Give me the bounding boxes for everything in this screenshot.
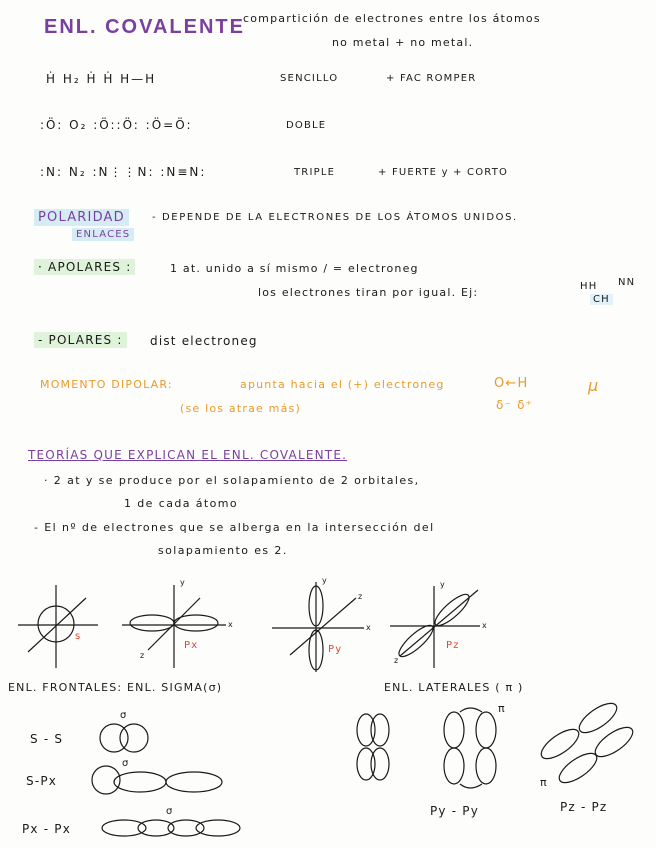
dipole-arrow: O←H	[494, 376, 529, 391]
triple-bond-lewis: :N: N₂ :N⋮⋮N: :N≡N:	[40, 165, 207, 179]
triple-bond-note: + FUERTE y + CORTO	[378, 167, 509, 178]
apolares-line-2: los electrones tiran por igual. Ej:	[258, 286, 479, 299]
theories-bullet1-line2: 1 de cada átomo	[124, 497, 238, 510]
double-bond-lewis: :Ö: O₂ :Ö::Ö: :Ö=Ö:	[40, 118, 193, 132]
single-bond-lewis: Ḣ H₂ Ḣ Ḣ H—H	[46, 72, 157, 86]
page-title: ENL. COVALENTE	[44, 16, 245, 38]
py-axis-x: x	[366, 623, 372, 632]
pz-orbital-diagram	[390, 586, 480, 668]
frontal-heading: ENL. FRONTALES: ENL. SIGMA(σ)	[8, 681, 223, 694]
triple-bond-type: TRIPLE	[294, 167, 336, 178]
polarity-heading-text: POLARIDAD	[34, 209, 129, 226]
py-axis-z: z	[358, 592, 364, 601]
polarity-text: - DEPENDE DE LA ELECTRONES DE LOS ÁTOMOS UNIDOS.	[152, 212, 518, 223]
single-bond-note: + FAC ROMPER	[386, 73, 477, 84]
px-orbital-label: Px	[184, 640, 199, 651]
px-axis-z: z	[140, 651, 146, 660]
dipole-label: MOMENTO DIPOLAR:	[40, 378, 173, 391]
polarity-subheading-text: ENLACES	[72, 228, 134, 241]
s-orbital-label: s	[75, 631, 82, 642]
pz-axis-y: y	[440, 580, 446, 589]
py-orbital-diagram	[272, 582, 364, 672]
definition-line-1: compartición de electrones entre los átomos	[243, 12, 541, 25]
px-orbital-diagram	[122, 585, 226, 668]
sigma-ss: σ	[120, 710, 128, 721]
single-bond-type: SENCILLO	[280, 73, 339, 84]
double-bond-type: DOBLE	[286, 120, 327, 131]
sigma-pxpx: σ	[166, 806, 174, 817]
dipole-line-1: apunta hacia el (+) electroneg	[240, 378, 445, 391]
apolares-example-ch-text: CH	[590, 294, 613, 305]
apolares-label-text: · APOLARES :	[34, 259, 135, 275]
apolares-example-hh: HH	[580, 281, 598, 292]
dipole-line-2: (se los atrae más)	[180, 402, 301, 415]
theories-heading: TEORÍAS QUE EXPLICAN EL ENL. COVALENTE.	[28, 448, 348, 462]
sigma-spx: σ	[122, 758, 130, 769]
polares-text: dist electroneg	[150, 334, 258, 348]
s-orbital-diagram	[18, 585, 98, 668]
lateral-pzpz-label: Pz - Pz	[560, 800, 608, 814]
lateral-pypy-label: Py - Py	[430, 804, 480, 818]
pi-pzpz: π	[540, 776, 548, 789]
dipole-mu: μ	[588, 376, 600, 395]
frontal-pxpx-label: Px - Px	[22, 822, 72, 836]
apolares-line-1: 1 at. unido a sí mismo / = electroneg	[170, 262, 419, 275]
lateral-heading: ENL. LATERALES ( π )	[384, 681, 524, 694]
lateral-pypy-diagram	[444, 708, 496, 788]
theories-bullet1-line1: · 2 at y se produce por el solapamiento de 2 orbitales,	[44, 474, 420, 487]
definition-line-2: no metal + no metal.	[332, 36, 474, 49]
py-orbital-label: Py	[328, 644, 343, 655]
px-axis-x: x	[228, 620, 234, 629]
spx-overlap-diagram	[92, 766, 222, 794]
theories-bullet2-line1: - El nº de electrones que se alberga en la intersección del	[34, 521, 435, 534]
apolares-example-nn: NN	[618, 277, 636, 288]
dipole-charges: δ⁻ δ⁺	[496, 398, 534, 412]
lateral-pzpz-diagram	[537, 698, 637, 788]
pz-orbital-label: Pz	[446, 640, 460, 651]
ss-overlap-diagram	[100, 724, 148, 752]
lateral-py-small-diagram	[357, 714, 389, 780]
frontal-spx-label: S-Px	[26, 774, 58, 788]
theories-bullet2-line2: solapamiento es 2.	[158, 544, 288, 557]
frontal-ss-label: S - S	[30, 732, 64, 746]
pi-pypy: π	[498, 702, 506, 715]
pxpx-overlap-diagram	[102, 820, 240, 836]
pz-axis-x: x	[482, 621, 488, 630]
polares-label-text: - POLARES :	[34, 332, 127, 348]
px-axis-y: y	[180, 578, 186, 587]
pz-axis-z: z	[394, 656, 400, 665]
py-axis-y: y	[322, 576, 328, 585]
